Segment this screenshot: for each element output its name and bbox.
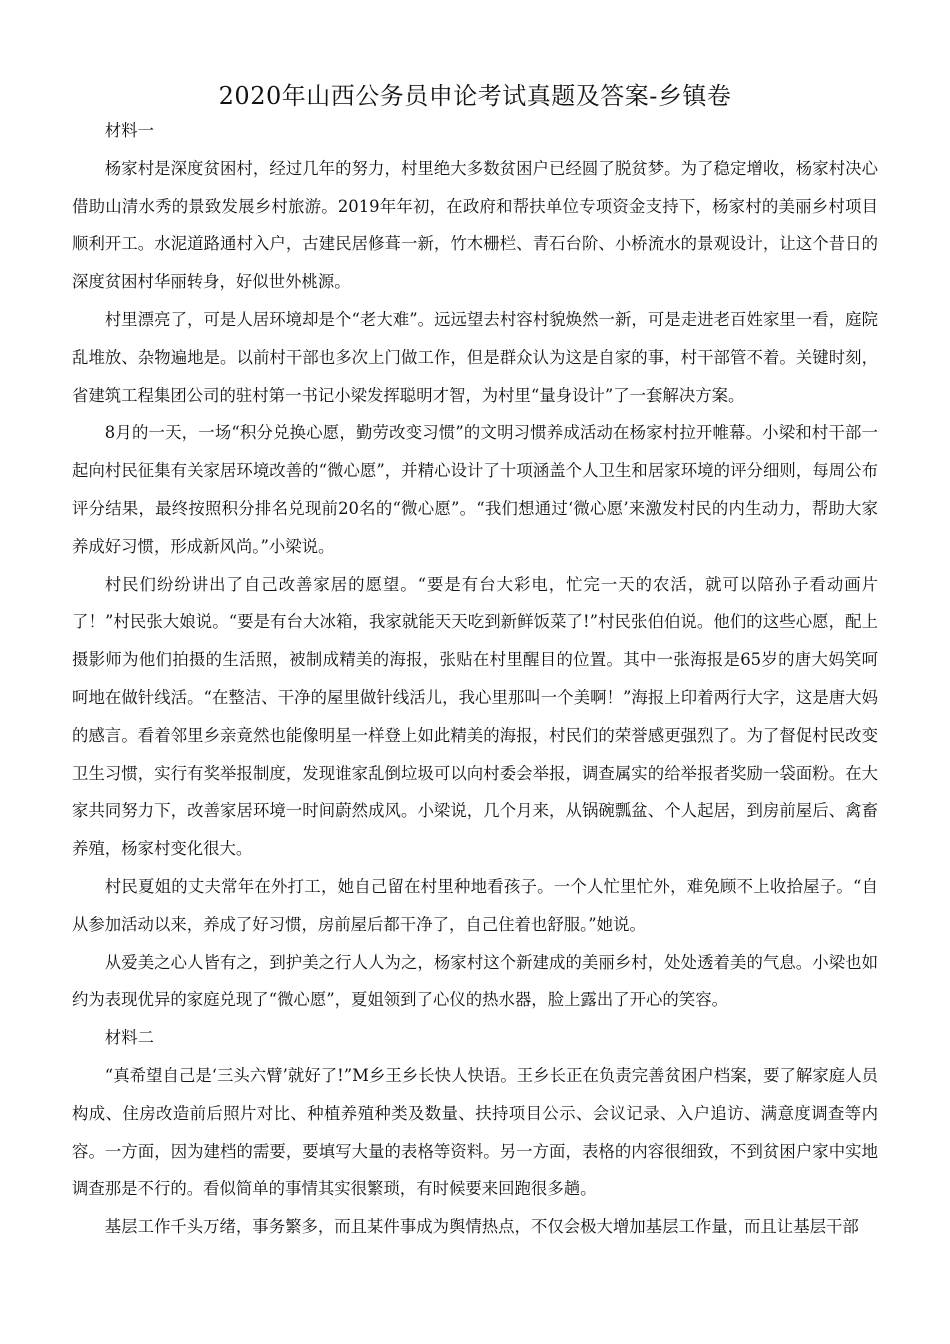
paragraph: 村民们纷纷讲出了自己改善家居的愿望。“要是有台大彩电，忙完一天的农活，就可以陪孙子看动画片了！”村民张大娘说。“要是有台大冰箱，我家就能天天吃到新鲜饭菜了!”村民张伯伯说。他们的这些心愿，配上摄影师为他们拍摄的生活照，被制成精美的海报，张贴在村里醒目的位置。其中一张海报是65岁的唐大妈笑呵呵地在做针线活。“在整洁、干净的屋里做针线活儿，我心里那叫一个美啊！”海报上印着两行大字，这是唐大妈的感言。看着邻里乡亲竟然也能像明星一样登上如此精美的海报，村民们的荣誉感更强烈了。为了督促村民改变卫生习惯，实行有奖举报制度，发现谁家乱倒垃圾可以向村委会举报，调查属实的给举报者奖励一袋面粉。在大家共同努力下，改善家居环境一时间蔚然成风。小梁说，几个月来，从锅碗瓢盆、个人起居，到房前屋后、禽畜养殖，杨家村变化很大。 [72,574,878,859]
document-title: 2020年山西公务员申论考试真题及答案-乡镇卷 [218,82,732,110]
document-body [72,112,878,1246]
paragraph: 从爱美之心人皆有之，到护美之行人人为之，杨家村这个新建成的美丽乡村，处处透着美的气息。小梁也如约为表现优异的家庭兑现了“微心愿”，夏姐领到了心仪的热水器，脸上露出了开心的笑容。 [72,952,878,1010]
section-heading: 材料二 [104,1028,154,1048]
section-heading: 材料一 [104,121,154,140]
paragraph: 基层工作千头万绪，事务繁多，而且某件事成为舆情热点，不仅会极大增加基层工作量，而且让基层干部 [104,1217,859,1237]
paragraph: 8月的一天，一场“积分兑换心愿，勤劳改变习惯”的文明习惯养成活动在杨家村拉开帷幕。小梁和村干部一起向村民征集有关家居环境改善的“微心愿”，并精心设计了十项涵盖个人卫生和居家环境的评分细则，每周公布评分结果，最终按照积分排名兑现前20名的“微心愿”。“我们想通过‘微心愿’来激发村民的内生动力，帮助大家养成好习惯，形成新风尚。”小梁说。 [72,423,878,556]
paragraph: 村里漂亮了，可是人居环境却是个“老大难”。远远望去村容村貌焕然一新，可是走进老百姓家里一看，庭院乱堆放、杂物遍地是。以前村干部也多次上门做工作，但是群众认为这是自家的事，村干部管不着。关键时刻，省建筑工程集团公司的驻村第一书记小梁发挥聪明才智，为村里“量身设计”了一套解决方案。 [72,309,878,405]
paragraph: “真希望自己是‘三头六臂’就好了!”M乡王乡长快人快语。王乡长正在负责完善贫困户档案，要了解家庭人员构成、住房改造前后照片对比、种植养殖种类及数量、扶持项目公示、会议记录、入户追访、满意度调查等内容。一方面，因为建档的需要，要填写大量的表格等资料。另一方面，表格的内容很细致，不到贫困户家中实地调查那是不行的。看似简单的事情其实很繁琐，有时候要来回跑很多趟。 [72,1065,878,1199]
paragraph: 村民夏姐的丈夫常年在外打工，她自己留在村里种地看孩子。一个人忙里忙外，难免顾不上收拾屋子。“自从参加活动以来，养成了好习惯，房前屋后都干净了，自己住着也舒服。”她说。 [72,876,878,934]
paragraph: 杨家村是深度贫困村，经过几年的努力，村里绝大多数贫困户已经圆了脱贫梦。为了稳定增收，杨家村决心借助山清水秀的景致发展乡村旅游。2019年年初，在政府和帮扶单位专项资金支持下，杨家村的美丽乡村项目顺利开工。水泥道路通村入户，古建民居修葺一新，竹木栅栏、青石台阶、小桥流水的景观设计，让这个昔日的深度贫困村华丽转身，好似世外桃源。 [72,158,878,292]
